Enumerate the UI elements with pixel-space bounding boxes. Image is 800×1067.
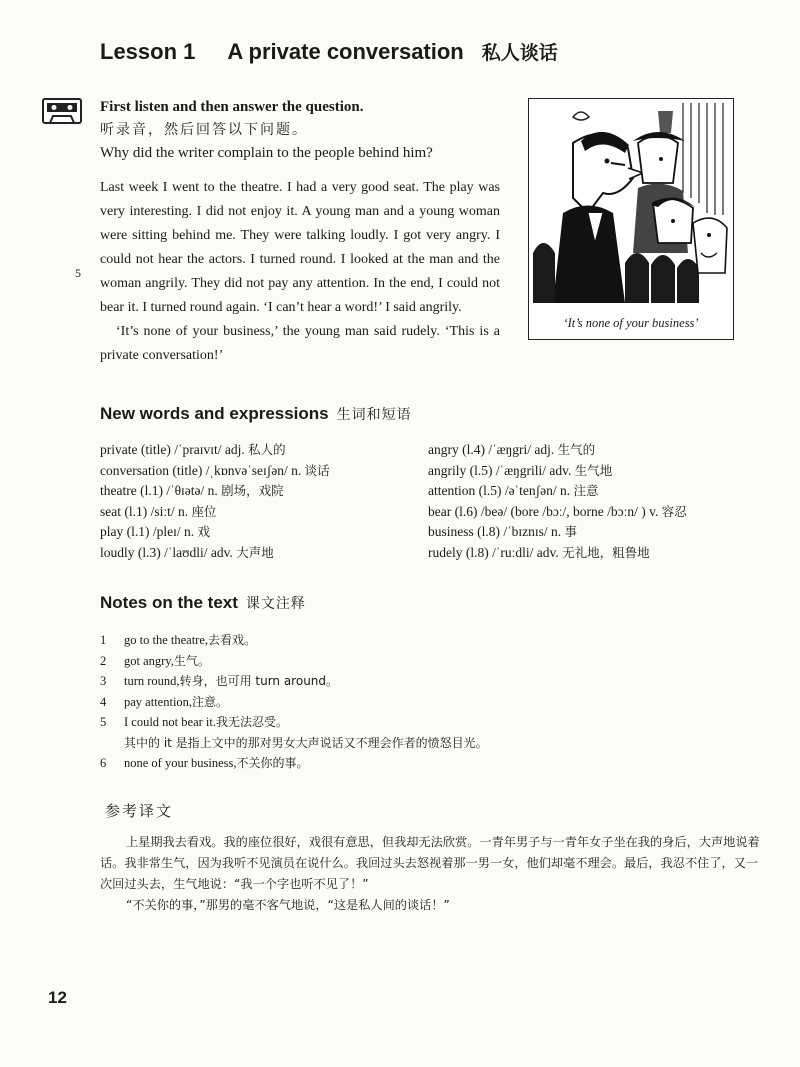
lesson-title: A private conversation (227, 39, 464, 64)
notes-heading (100, 593, 306, 613)
vocabulary-heading-en: New words and expressions (100, 404, 329, 423)
vocabulary-list-left (100, 440, 420, 563)
note-item: 5 I could not bear it. 我无法忍受。 (100, 715, 289, 729)
notes-list (100, 630, 700, 774)
notes-heading-cn: 课文注释 (245, 596, 306, 612)
vocab-entry: play (l.1) /pleɪ/ n. 戏 (100, 524, 210, 539)
instruction: First listen and then answer the question. (100, 99, 364, 115)
vocabulary-list-right (428, 440, 768, 563)
vocab-entry: angry (l.4) /ˈæŋgri/ adj. 生气的 (428, 442, 596, 457)
theatre-cartoon-drawing (533, 103, 729, 303)
illustration-caption: ‘It’s none of your business’ (563, 316, 699, 330)
translation-paragraph-2: “不关你的事，”那男的毫不客气地说，“这是私人间的谈话！” (126, 898, 450, 912)
passage-paragraph-1: Last week I went to the theatre. I had a very good seat. The play was very interesting. I did not enjoy it. A young man and a young woman were sitting behind me. They were talking loudly. I got very angry. I could not hear the actors. I turned round. I looked at the man and the woman angrily. They did not pay any attention. In the end, I could not bear it. I turned round again. ‘I can’t hear a word!’ I said angrily. (100, 180, 500, 315)
vocabulary-heading (100, 404, 412, 424)
note-item: 2 got angry, 生气。 (100, 653, 210, 668)
vocab-entry: seat (l.1) /siːt/ n. 座位 (100, 503, 217, 519)
instruction-cn: 听录音，然后回答以下问题。 (100, 122, 308, 138)
lesson-number: Lesson 1 (100, 39, 196, 64)
note-5-explanation: 其中的 it 是指上文中的那对男女大声说话又不理会作者的愤怒目光。 (124, 735, 488, 750)
vocabulary-heading-cn: 生词和短语 (336, 407, 412, 423)
note-item: 6 none of your business, 不关你的事。 (100, 756, 309, 770)
lesson-heading (100, 38, 558, 68)
passage-paragraph-2: ‘It’s none of your business,’ the young man said rudely. ‘This is a private conversation!’ (100, 324, 500, 363)
vocab-entry: angrily (l.5) /ˈæŋgrili/ adv. 生气地 (428, 462, 613, 478)
vocab-entry: attention (l.5) /əˈtenʃən/ n. 注意 (428, 483, 599, 498)
cassette-tape-icon (42, 98, 82, 124)
vocab-entry: loudly (l.3) /ˈlaʊdli/ adv. 大声地 (100, 544, 274, 560)
note-item: 3 turn round, 转身，也可用 turn around。 (100, 674, 339, 688)
vocab-entry: theatre (l.1) /ˈθɪətə/ n. 剧场，戏院 (100, 483, 284, 498)
translation-paragraph-1: 上星期我去看戏。我的座位很好，戏很有意思，但我却无法欣赏。一青年男子与一青年女子坐在我的身后，大声地说着话。我非常生气，因为我听不见演员在说什么。我回过头去怒视着那一男一女，他们却毫不理会。最后，我忍不住了，又一次回过头去，生气地说：“我一个字也听不见了！” (100, 835, 760, 891)
note-item: 4 pay attention, 注意。 (100, 694, 229, 709)
vocab-entry: bear (l.6) /beə/ (bore /bɔː/, borne /bɔːn/ ) v. 容忍 (428, 503, 687, 519)
note-item: 1 go to the theatre, 去看戏。 (100, 633, 257, 647)
lesson-title-cn: 私人谈话 (481, 42, 558, 64)
vocab-entry: business (l.8) /ˈbɪznɪs/ n. 事 (428, 524, 578, 539)
vocab-entry: rudely (l.8) /ˈruːdli/ adv. 无礼地，粗鲁地 (428, 544, 650, 560)
lesson-passage (100, 176, 500, 368)
comprehension-question: Why did the writer complain to the people behind him? (100, 145, 433, 161)
listening-intro (100, 96, 500, 165)
page-number: 12 (48, 988, 67, 1007)
reference-translation (100, 832, 760, 916)
line-number-marker: 5 (75, 266, 81, 280)
notes-heading-en: Notes on the text (100, 593, 238, 612)
vocab-entry: private (title) /ˈpraɪvɪt/ adj. 私人的 (100, 442, 286, 457)
translation-heading: 参考译文 (105, 802, 174, 820)
vocab-entry: conversation (title) /ˌkɒnvəˈseɪʃən/ n. 谈话 (100, 462, 330, 478)
lesson-illustration (528, 98, 734, 340)
